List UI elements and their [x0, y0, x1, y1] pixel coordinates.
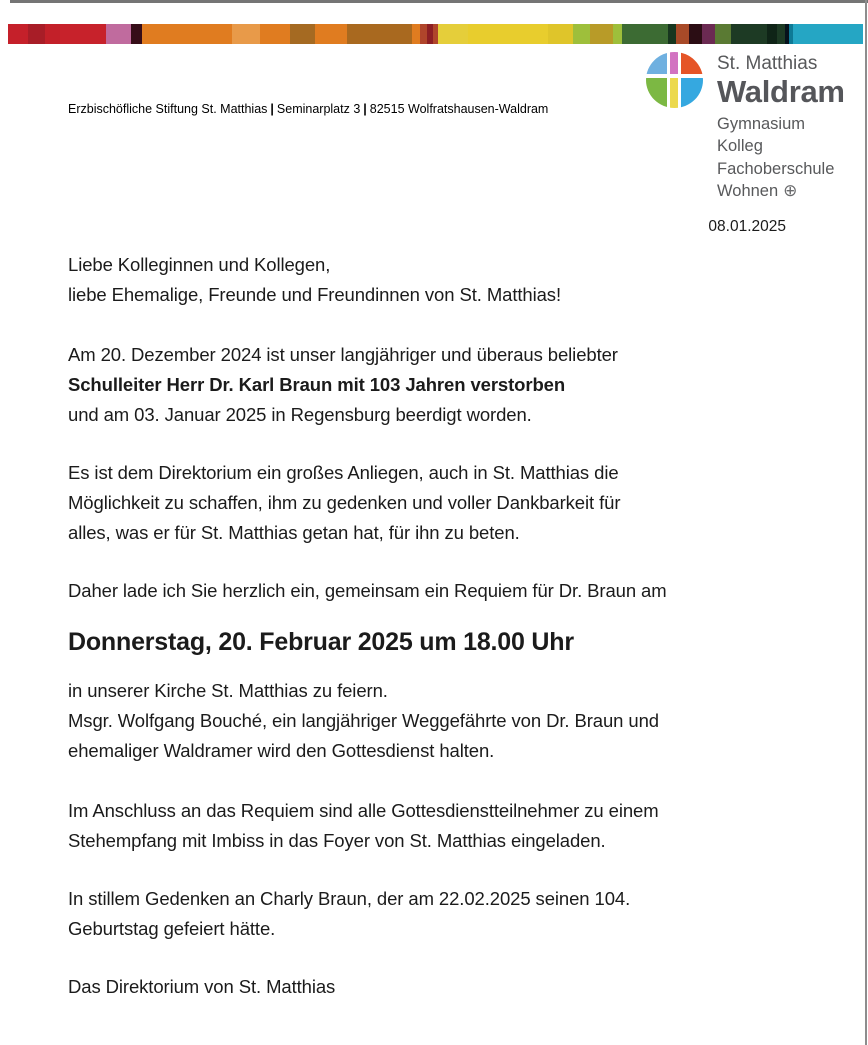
salutation-paragraph	[68, 250, 828, 310]
unit-gymnasium: Gymnasium	[717, 115, 806, 133]
circle-plus-icon: ⊕	[783, 180, 798, 200]
body-line: Geburtstag gefeiert hätte.	[68, 918, 276, 939]
stripe-segment	[767, 24, 777, 44]
logo-quadrant-bottom-left	[646, 78, 667, 108]
unit-wohnen-label: Wohnen	[717, 181, 779, 200]
body-line: Möglichkeit zu schaffen, ihm zu gedenken und voller Dankbarkeit für	[68, 492, 621, 513]
color-stripe-banner	[8, 24, 863, 44]
body-line: Es ist dem Direktorium ein großes Anliegen, auch in St. Matthias die	[68, 462, 619, 483]
reception-paragraph	[68, 796, 828, 856]
remembrance-paragraph	[68, 458, 828, 548]
unit-kolleg: Kolleg	[717, 137, 763, 156]
memorial-paragraph	[68, 884, 828, 944]
right-border-rule	[865, 0, 867, 1045]
stripe-segment	[438, 24, 468, 44]
stripe-segment	[142, 24, 232, 44]
logo-stripe-top	[670, 52, 678, 74]
stripe-segment	[731, 24, 767, 44]
logo-quadrant-top-right	[681, 52, 703, 74]
stripe-segment	[548, 24, 573, 44]
sender-city: 82515 Wolfratshausen-Waldram	[369, 102, 549, 116]
stripe-segment	[622, 24, 668, 44]
sender-separator: |	[363, 102, 367, 116]
stripe-segment	[347, 24, 412, 44]
letter-body	[68, 250, 828, 1030]
stripe-segment	[590, 24, 613, 44]
unit-wohnen	[717, 180, 834, 202]
sender-street: Seminarplatz 3	[276, 102, 361, 116]
logo-name-line2: Waldram	[717, 74, 845, 109]
stripe-segment	[28, 24, 45, 44]
stripe-segment	[290, 24, 315, 44]
sender-line	[68, 102, 548, 116]
stripe-segment	[131, 24, 142, 44]
body-line-bold: Schulleiter Herr Dr. Karl Braun mit 103 Jahren verstorben	[68, 374, 566, 395]
logo-name-line1: St. Matthias	[717, 53, 818, 74]
logo-wordmark	[717, 52, 845, 108]
stripe-segment	[689, 24, 702, 44]
body-line: Daher lade ich Sie herzlich ein, gemeinsam ein Requiem für Dr. Braun am	[68, 580, 667, 601]
body-line: Msgr. Wolfgang Bouché, ein langjähriger Weggefährte von Dr. Braun und	[68, 710, 659, 731]
logo-quadrant-top-left	[646, 52, 667, 74]
stripe-segment	[676, 24, 689, 44]
body-line: Im Anschluss an das Requiem sind alle Gottesdienstteilnehmer zu einem	[68, 800, 659, 821]
stripe-segment	[573, 24, 590, 44]
body-line: Stehempfang mit Imbiss in das Foyer von St. Matthias eingeladen.	[68, 830, 606, 851]
stripe-segment	[702, 24, 715, 44]
stripe-segment	[777, 24, 785, 44]
body-line: In stillem Gedenken an Charly Braun, der am 22.02.2025 seinen 104.	[68, 888, 631, 909]
st-matthias-cross-logo-icon	[646, 52, 703, 108]
sender-org: Erzbischöfliche Stiftung St. Matthias	[68, 102, 268, 116]
stripe-segment	[106, 24, 131, 44]
stripe-segment	[715, 24, 731, 44]
service-details-paragraph	[68, 676, 828, 766]
letter-date: 08.01.2025	[708, 218, 786, 235]
stripe-segment	[232, 24, 260, 44]
stripe-segment	[468, 24, 548, 44]
death-announcement-paragraph	[68, 340, 828, 430]
top-border-rule	[10, 0, 868, 3]
body-line: in unserer Kirche St. Matthias zu feiern.	[68, 680, 388, 701]
stripe-segment	[420, 24, 427, 44]
sender-separator: |	[270, 102, 274, 116]
unit-fachoberschule: Fachoberschule	[717, 159, 835, 178]
body-line: alles, was er für St. Matthias getan hat, für ihn zu beten.	[68, 522, 520, 543]
body-line: ehemaliger Waldramer wird den Gottesdienst halten.	[68, 740, 495, 761]
stripe-segment	[60, 24, 106, 44]
stripe-segment	[668, 24, 676, 44]
logo-stripe-bottom	[670, 78, 678, 108]
stripe-segment	[793, 24, 863, 44]
body-line: und am 03. Januar 2025 in Regensburg beerdigt worden.	[68, 404, 532, 425]
logo-quadrant-bottom-right	[681, 78, 703, 108]
signature-paragraph	[68, 972, 828, 1002]
stripe-segment	[260, 24, 290, 44]
stripe-segment	[45, 24, 60, 44]
stripe-segment	[8, 24, 28, 44]
stripe-segment	[613, 24, 622, 44]
body-line: Das Direktorium von St. Matthias	[68, 976, 336, 997]
stripe-segment	[315, 24, 347, 44]
body-line: liebe Ehemalige, Freunde und Freundinnen von St. Matthias!	[68, 284, 561, 305]
stripe-segment	[412, 24, 420, 44]
invitation-paragraph	[68, 576, 828, 606]
body-line: Liebe Kolleginnen und Kollegen,	[68, 254, 331, 275]
school-units-list	[717, 113, 834, 202]
body-line: Am 20. Dezember 2024 ist unser langjähriger und überaus beliebter	[68, 344, 618, 365]
event-date-heading: Donnerstag, 20. Februar 2025 um 18.00 Uhr	[68, 628, 574, 656]
